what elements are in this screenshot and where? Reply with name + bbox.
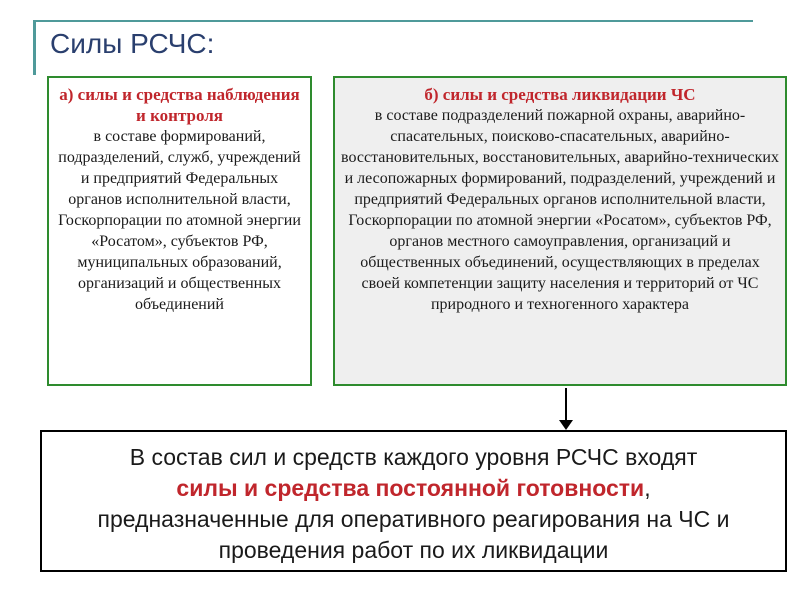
title-frame-left	[33, 20, 36, 75]
summary-line-1: В состав сил и средств каждого уровня РСЧС входят	[129, 444, 698, 470]
box-liquidation-heading: б) силы и средства ликвидации ЧС	[424, 85, 696, 104]
box-liquidation-forces	[333, 76, 787, 386]
summary-rest: предназначенные для оперативного реагирования на ЧС и проведения работ по их ликвидации	[97, 506, 730, 563]
box-monitoring-forces	[47, 76, 312, 386]
title-frame-top	[33, 20, 753, 22]
summary-comma: ,	[644, 475, 651, 501]
box-composition-summary	[40, 430, 787, 572]
summary-highlight: силы и средства постоянной готовности	[176, 475, 645, 501]
box-liquidation-body: в составе подразделений пожарной охраны, аварийно-спасательных, поисково-спасательных, аварийно-восстановительных, восстановительных, аварийно-технических и лесопожарных формирований, подразделений, учреждений и предприятий Федеральных органов исполнительной власти, Госкорпорации по атомной энергии «Росатом», субъектов РФ, органов местного самоуправления, организаций и общественных объединений, осуществляющих в пределах своей компетенции защиту населения и территорий от ЧС природного и техногенного характера	[341, 107, 779, 313]
arrow-down-icon	[559, 420, 573, 430]
box-monitoring-heading: а) силы и средства наблюдения и контроля	[59, 85, 300, 125]
box-monitoring-body: в составе формирований, подразделений, служб, учреждений и предприятий Федеральных органов исполнительной власти, Госкорпорации по атомной энергии «Росатом», субъектов РФ, муниципальных образований, организаций и общественных объединений	[58, 128, 301, 313]
page-title: Силы РСЧС:	[50, 28, 215, 59]
summary-line-2	[52, 473, 775, 504]
connector-arrow-line	[565, 388, 567, 422]
